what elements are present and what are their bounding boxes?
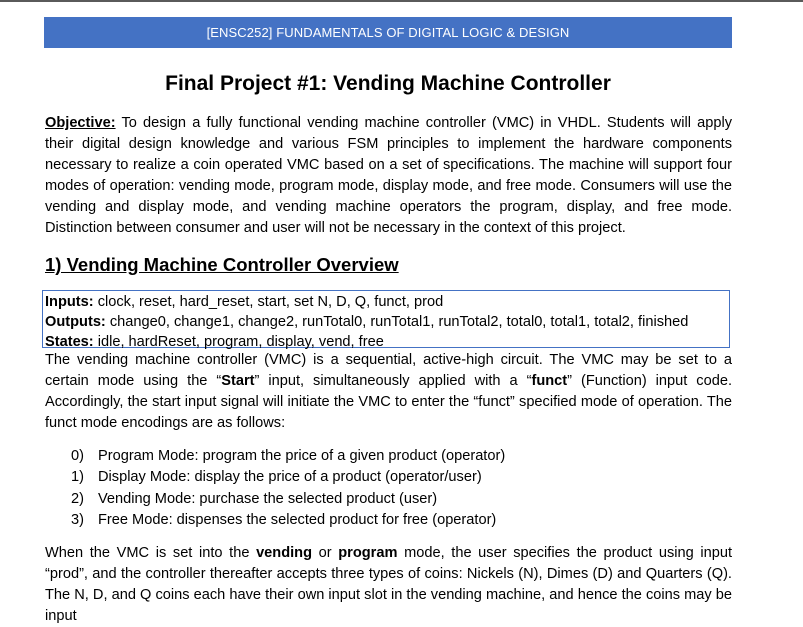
objective-text: To design a fully functional vending machine controller (VMC) in VHDL. Students will apply their digital design knowledge and various FSM principles to implement the hardware components necessary to realize a coin operated VMC based on a set of specifications. The machine will support four modes of operation: vending mode, program mode, display mode, and free mode. Consumers will use the vending and display mode, and vending machine operators the program, display, and free mode. Distinction between consumer and user will not be necessary in the context of this project. — [45, 115, 732, 236]
mode-text: Free Mode: dispenses the selected product for free (operator) — [98, 512, 497, 529]
mode-item — [71, 467, 505, 488]
inputs-value: clock, reset, hard_reset, start, set N, D, Q, funct, prod — [97, 294, 444, 310]
mode-text: Program Mode: program the price of a given product (operator) — [98, 448, 506, 464]
mode-text: Vending Mode: purchase the selected product (user) — [98, 490, 438, 507]
course-header-text: [ENSC252] FUNDAMENTALS OF DIGITAL LOGIC & DESIGN — [206, 25, 570, 40]
overview-text-1: The vending machine controller (VMC) is a sequential, active-high circuit. The VMC may be set to a certain mode using the “ — [45, 352, 732, 389]
io-summary-box — [42, 290, 730, 348]
outputs-value: change0, change1, change2, runTotal0, runTotal1, runTotal2, total0, total1, total2, finished — [109, 314, 689, 330]
inputs-label: Inputs: — [45, 294, 94, 310]
overview-paragraph — [45, 350, 732, 434]
outputs-label: Outputs: — [45, 314, 106, 330]
top-rule — [0, 0, 803, 2]
states-line — [45, 332, 727, 352]
vending-text-3: mode, the user specifies the product using input “prod”, and the controller thereafter accepts three types of coins: Nickels (N), Dimes (D) and Quarters (Q). The N, D, and Q coins each have their own input slot in the vending machine, and hence the coins may be input — [45, 545, 732, 624]
vending-text-2: or — [312, 545, 339, 561]
vending-mode-paragraph — [45, 543, 732, 627]
mode-text: Display Mode: display the price of a product (operator/user) — [98, 469, 482, 486]
mode-number: 1) — [71, 469, 84, 486]
vending-keyword: vending — [256, 545, 313, 561]
mode-item — [71, 510, 505, 531]
mode-number: 0) — [71, 448, 84, 464]
start-keyword: Start — [221, 373, 255, 389]
funct-keyword: funct — [531, 373, 568, 389]
mode-number: 3) — [71, 512, 84, 529]
objective-paragraph — [45, 113, 732, 239]
mode-list — [71, 446, 505, 532]
overview-text-2: ” input, simultaneously applied with a “ — [254, 373, 532, 389]
mode-item — [71, 489, 505, 510]
inputs-line — [45, 292, 727, 312]
mode-item — [71, 446, 505, 467]
section-heading: 1) Vending Machine Controller Overview — [45, 254, 399, 275]
states-value: idle, hardReset, program, display, vend, free — [97, 334, 384, 350]
objective-label: Objective: — [45, 115, 116, 131]
course-header-banner — [44, 17, 732, 48]
overview-text-3: ” (Function) input code. Accordingly, the start input signal will initiate the VMC to enter the “funct” specified mode of operation. The funct mode encodings are as follows: — [45, 373, 732, 431]
outputs-line — [45, 312, 727, 332]
mode-number: 2) — [71, 490, 84, 507]
program-keyword: program — [338, 545, 398, 561]
states-label: States: — [45, 334, 94, 350]
vending-text-1: When the VMC is set into the — [45, 545, 257, 561]
document-title: Final Project #1: Vending Machine Controller — [165, 72, 611, 95]
